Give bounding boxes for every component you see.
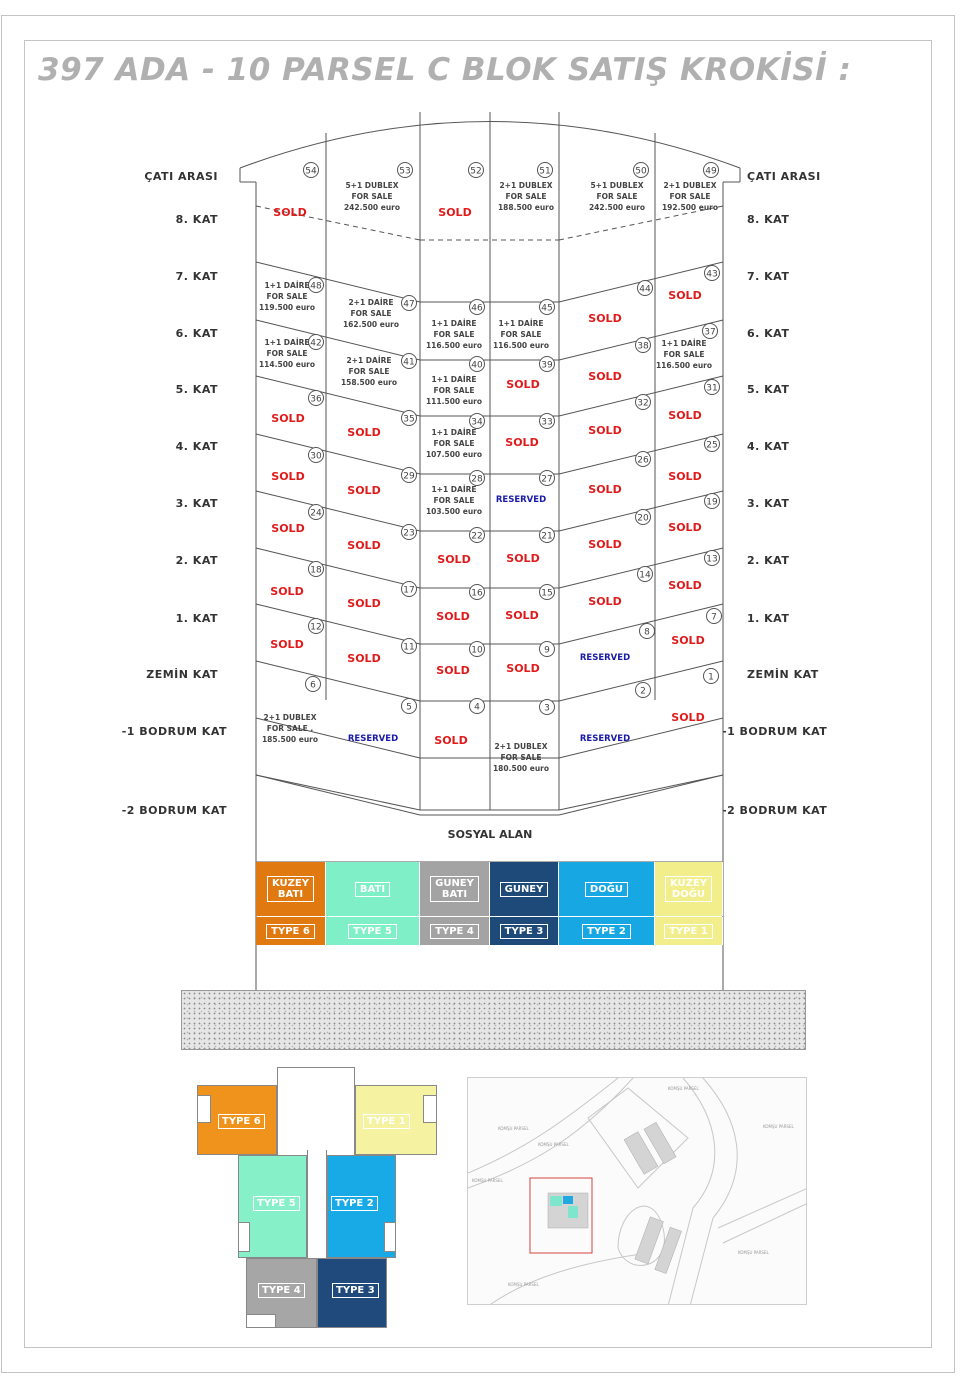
legend-type-label: TYPE 5 [348,924,397,939]
floor-label-left: ZEMİN KAT [146,668,218,681]
unit-26[interactable] [588,452,650,497]
floor-label-right: ZEMİN KAT [747,668,819,681]
plan-notch [197,1095,211,1123]
unit-status-reserved: RESERVED [579,653,631,663]
unit-number: 18 [310,565,322,576]
unit-54[interactable] [273,163,318,220]
unit-type: 2+1 DUBLEX [494,742,548,751]
unit-price: 242.500 euro [343,203,401,212]
plan-type-4-label: TYPE 4 [258,1283,305,1298]
unit-price: 119.500 euro [258,303,316,312]
unit-status-sold: SOLD [506,378,540,391]
unit-status-sale: FOR SALE [669,192,711,201]
legend-type-label: TYPE 6 [266,924,315,939]
unit-11[interactable] [347,639,416,666]
unit-number: 43 [706,269,718,280]
unit-number: 10 [471,645,483,656]
unit-status-reserved: RESERVED [495,495,547,505]
unit-number: 3 [544,703,550,714]
unit-number: 42 [310,338,322,349]
unit-number: 8 [644,627,650,638]
unit-status-sold: SOLD [273,206,307,219]
unit-13[interactable] [668,551,719,593]
unit-price: 242.500 euro [588,203,646,212]
unit-number: 9 [544,645,550,656]
elevation-line [256,434,420,474]
unit-status-sale: FOR SALE [266,349,308,358]
plan-type-6-label: TYPE 6 [218,1114,265,1129]
unit-status-sale: FOR SALE [500,753,542,762]
unit-status-sold: SOLD [506,662,540,675]
unit-status-sold: SOLD [436,610,470,623]
unit-number: 32 [637,398,649,409]
unit-status-sold: SOLD [436,664,470,677]
unit-number: 1 [708,672,714,683]
unit-49[interactable] [662,163,719,213]
unit-status-sale: FOR SALE [266,292,308,301]
floor-label-left: -2 BODRUM KAT [121,804,227,817]
unit-number: 50 [635,166,647,177]
unit-number: 21 [541,531,553,542]
site-label: KOMŞU PARSEL [763,1124,794,1129]
unit-status-sold: SOLD [438,206,472,219]
unit-status-sold: SOLD [671,634,705,647]
unit-status-sold: SOLD [671,711,705,724]
unit-status-sold: SOLD [505,609,539,622]
unit-price: 158.500 euro [340,378,398,387]
unit-status-sold: SOLD [588,312,622,325]
unit-price: 188.500 euro [497,203,555,212]
unit-status-reserved: RESERVED [347,734,399,744]
legend-direction: DOĞU [671,889,706,900]
unit-number: 46 [471,303,483,314]
unit-type: 1+1 DAİRE [264,338,310,347]
unit-27[interactable] [496,471,555,506]
site-plan [467,1077,807,1305]
unit-18[interactable] [270,562,323,599]
unit-number: 37 [704,327,716,338]
floor-label-left: 2. KAT [175,554,218,567]
elevation-line [256,661,420,701]
unit-number: 20 [637,513,649,524]
unit-number: 33 [541,417,553,428]
unit-status-sale: FOR SALE . [266,724,314,733]
unit-number: 11 [403,642,415,653]
floor-label-right: -2 BODRUM KAT [722,804,828,817]
unit-9[interactable] [506,642,554,676]
unit-number: 28 [471,474,483,485]
unit-17[interactable] [347,582,416,611]
floor-label-left: 3. KAT [175,497,218,510]
unit-price: 180.500 euro [492,764,550,773]
unit-42[interactable] [259,335,324,370]
social-area-label: SOSYAL ALAN [447,828,533,841]
unit-31[interactable] [668,380,719,423]
unit-type: 2+1 DAİRE [348,298,394,307]
plan-notch [238,1222,250,1252]
unit-price: 116.500 euro [425,341,483,350]
unit-41[interactable] [341,354,417,388]
unit-number: 38 [637,341,649,352]
legend-direction: GUNEY [435,878,474,889]
unit-21[interactable] [506,528,554,566]
unit-52[interactable] [438,163,483,220]
unit-status-sold: SOLD [270,585,304,598]
floor-label-left: 1. KAT [175,612,218,625]
unit-status-sold: SOLD [347,484,381,497]
unit-number: 34 [471,417,483,428]
legend-direction-tag [500,882,549,897]
unit-status-sold: SOLD [437,553,471,566]
unit-status-sold: SOLD [270,638,304,651]
unit-status-sold: SOLD [271,522,305,535]
site-label: KOMŞU PARSEL [508,1282,539,1287]
unit-status-sold: SOLD [588,595,622,608]
unit-price: 116.500 euro [655,361,713,370]
unit-number: 7 [711,612,717,623]
unit-37[interactable] [656,324,718,371]
unit-38[interactable] [588,338,650,384]
unit-type: 2+1 DUBLEX [263,713,317,722]
unit-number: 31 [706,383,718,394]
elevation-line [559,775,723,815]
plan-notch [246,1314,276,1328]
unit-status-sold: SOLD [588,483,622,496]
legend-direction-tag [355,882,390,897]
unit-type: 1+1 DAİRE [431,428,477,437]
unit-39[interactable] [506,357,554,392]
legend-direction-cell [655,862,723,916]
unit-type: 1+1 DAİRE [431,485,477,494]
unit-47[interactable] [343,296,417,330]
elevation-line [256,775,420,810]
floor-label-right: 2. KAT [747,554,790,567]
unit-status-sale: FOR SALE [433,496,475,505]
unit-type: 2+1 DUBLEX [663,181,717,190]
legend-direction: KUZEY [271,878,310,889]
legend-direction: DOĞU [589,883,624,895]
floor-label-right: 4. KAT [747,440,790,453]
plan-notch [384,1222,396,1252]
unit-number: 15 [541,588,553,599]
legend-direction: BATI [277,889,304,900]
unit-number: 39 [541,360,553,371]
unit-45[interactable] [493,300,555,351]
site-label: KOMŞU PARSEL [538,1142,569,1147]
unit-number: 12 [310,622,322,633]
unit-12[interactable] [270,619,323,652]
plan-type-3-label: TYPE 3 [332,1283,379,1298]
floor-label-left: ÇATI ARASI [144,170,218,183]
legend-direction-tag [585,882,628,897]
unit-status-sold: SOLD [347,652,381,665]
unit-type: 1+1 DAİRE [661,339,707,348]
unit-status-sold: SOLD [588,370,622,383]
legend-direction-cell [326,862,420,916]
legend-type-cell [420,917,490,945]
unit-price: 185.500 euro [261,735,319,744]
floor-label-right: 1. KAT [747,612,790,625]
unit-number: 2 [640,686,646,697]
unit-status-sale: FOR SALE [433,330,475,339]
unit-price: 107.500 euro [425,450,483,459]
unit-40[interactable] [426,357,485,407]
unit-status-sale: FOR SALE [505,192,547,201]
unit-10[interactable] [436,642,484,678]
site-label: KOMŞU PARSEL [668,1086,699,1091]
unit-type: 5+1 DUBLEX [590,181,644,190]
legend-direction-cell [256,862,326,916]
unit-4[interactable] [434,699,484,748]
floor-label-right: 7. KAT [747,270,790,283]
unit-number: 44 [639,284,651,295]
unit-number: 22 [471,531,483,542]
unit-number: 6 [310,680,316,691]
site-plan-drawing [468,1078,807,1305]
unit-36[interactable] [271,391,323,426]
floor-label-left: 4. KAT [175,440,218,453]
elevation-line [256,548,420,588]
legend-type-label: TYPE 2 [582,924,631,939]
plan-type-5-label: TYPE 5 [253,1196,300,1211]
unit-number: 24 [310,508,322,519]
unit-20[interactable] [588,510,650,552]
unit-number: 53 [399,166,411,177]
floor-label-left: -1 BODRUM KAT [121,725,227,738]
legend-type-cell [559,917,655,945]
unit-number: 35 [403,414,415,425]
unit-status-sale: FOR SALE [500,330,542,339]
unit-status-sold: SOLD [347,539,381,552]
unit-status-sale: FOR SALE [596,192,638,201]
page-title: 397 ADA - 10 PARSEL C BLOK SATIŞ KROKİSİ : [38,52,852,88]
unit-number: 26 [637,455,649,466]
unit-30[interactable] [271,448,323,484]
unit-15[interactable] [505,585,554,623]
legend-direction-cell [490,862,559,916]
legend-direction-cell [559,862,655,916]
unit-51[interactable] [498,163,554,213]
unit-35[interactable] [347,411,416,440]
unit-status-sold: SOLD [505,436,539,449]
unit-status-sold: SOLD [506,552,540,565]
unit-number: 4 [474,702,480,713]
unit-status-sale: FOR SALE [348,367,390,376]
unit-number: 23 [403,528,415,539]
legend-direction: KUZEY [669,878,708,889]
unit-number: 41 [403,357,415,368]
plan-notch [423,1095,437,1123]
unit-status-sold: SOLD [588,424,622,437]
unit-50[interactable] [589,163,649,213]
unit-status-sold: SOLD [668,409,702,422]
unit-6[interactable] [262,677,321,745]
unit-number: 47 [403,299,415,310]
unit-status-sale: FOR SALE [433,386,475,395]
unit-type: 5+1 DUBLEX [345,181,399,190]
legend-direction-tag [665,876,712,902]
unit-status-sale: FOR SALE [433,439,475,448]
unit-number: 48 [310,281,322,292]
legend-direction: BATI [359,883,386,895]
legend-direction-tag [267,876,314,902]
legend-type-cell [655,917,723,945]
floor-label-right: 6. KAT [747,327,790,340]
unit-type: 1+1 DAİRE [431,319,477,328]
unit-number: 19 [706,497,718,508]
unit-number: 27 [541,474,553,485]
unit-2[interactable] [580,683,651,745]
unit-number: 51 [539,166,551,177]
legend-type-cell [490,917,559,945]
unit-29[interactable] [347,468,416,498]
unit-number: 16 [471,588,483,599]
site-label: KOMŞU PARSEL [472,1178,503,1183]
unit-3[interactable] [493,700,555,774]
legend-type-label: TYPE 4 [430,924,479,939]
unit-number: 13 [706,554,718,565]
unit-24[interactable] [271,505,323,536]
legend-direction-tag [430,876,479,902]
floor-label-left: 5. KAT [175,383,218,396]
legend-type-label: TYPE 3 [500,924,549,939]
site-label: KOMŞU PARSEL [498,1126,529,1131]
unit-5[interactable] [348,699,417,745]
legend-direction: GUNEY [504,883,544,895]
unit-34[interactable] [426,414,485,460]
unit-price: 162.500 euro [342,320,400,329]
legend-direction-cell [420,862,490,916]
ground-strip [181,990,806,1050]
floor-label-left: 8. KAT [175,213,218,226]
unit-status-sold: SOLD [347,597,381,610]
unit-1[interactable] [671,669,718,725]
unit-status-sale: FOR SALE [663,350,705,359]
unit-23[interactable] [347,525,416,553]
unit-number: 49 [705,166,717,177]
floor-label-right: 5. KAT [747,383,790,396]
legend-type-cell [256,917,326,945]
elevation-line [559,775,723,810]
unit-status-sold: SOLD [668,289,702,302]
unit-type: 1+1 DAİRE [264,281,310,290]
unit-type: 1+1 DAİRE [498,319,544,328]
unit-53[interactable] [344,163,413,213]
unit-status-sold: SOLD [347,426,381,439]
unit-number: 17 [403,585,415,596]
unit-16[interactable] [436,585,484,624]
elevation-line [256,775,420,815]
unit-number: 52 [470,166,482,177]
unit-number: 30 [310,451,322,462]
legend-direction: BATI [441,889,468,900]
unit-type: 1+1 DAİRE [431,375,477,384]
unit-status-sold: SOLD [434,734,468,747]
unit-status-sold: SOLD [588,538,622,551]
unit-status-sold: SOLD [668,470,702,483]
unit-46[interactable] [426,300,485,351]
plan-type-2-label: TYPE 2 [331,1196,378,1211]
floor-label-right: ÇATI ARASI [747,170,821,183]
unit-48[interactable] [259,278,324,313]
unit-status-reserved: RESERVED [579,734,631,744]
floor-label-right: -1 BODRUM KAT [722,725,828,738]
unit-type: 2+1 DAİRE [346,356,392,365]
unit-number: 29 [403,471,415,482]
unit-43[interactable] [668,266,719,303]
unit-price: 116.500 euro [492,341,550,350]
unit-number: 14 [639,570,651,581]
unit-price: 114.500 euro [258,360,316,369]
unit-25[interactable] [668,437,719,484]
unit-type: 2+1 DUBLEX [499,181,553,190]
unit-number: 5 [406,702,412,713]
unit-19[interactable] [668,494,719,535]
unit-status-sold: SOLD [271,412,305,425]
unit-status-sold: SOLD [668,579,702,592]
unit-status-sold: SOLD [271,470,305,483]
unit-price: 111.500 euro [425,397,483,406]
unit-22[interactable] [437,528,484,567]
unit-number: 54 [305,166,317,177]
unit-number: 45 [541,303,553,314]
unit-status-sale: FOR SALE [351,192,393,201]
unit-number: 25 [706,440,718,451]
legend-type-label: TYPE 1 [664,924,713,939]
unit-number: 36 [310,394,322,405]
unit-28[interactable] [426,471,485,517]
unit-price: 103.500 euro [425,507,483,516]
plan-type-1-label: TYPE 1 [363,1114,410,1129]
unit-price: 192.500 euro [661,203,719,212]
floor-label-left: 6. KAT [175,327,218,340]
unit-number: 40 [471,360,483,371]
plan-core-lower [307,1150,327,1260]
floor-label-left: 7. KAT [175,270,218,283]
legend-type-cell [326,917,420,945]
unit-33[interactable] [505,414,554,450]
unit-status-sold: SOLD [668,521,702,534]
floor-label-right: 8. KAT [747,213,790,226]
floor-label-right: 3. KAT [747,497,790,510]
site-label: KOMŞU PARSEL [738,1250,769,1255]
unit-status-sale: FOR SALE [350,309,392,318]
